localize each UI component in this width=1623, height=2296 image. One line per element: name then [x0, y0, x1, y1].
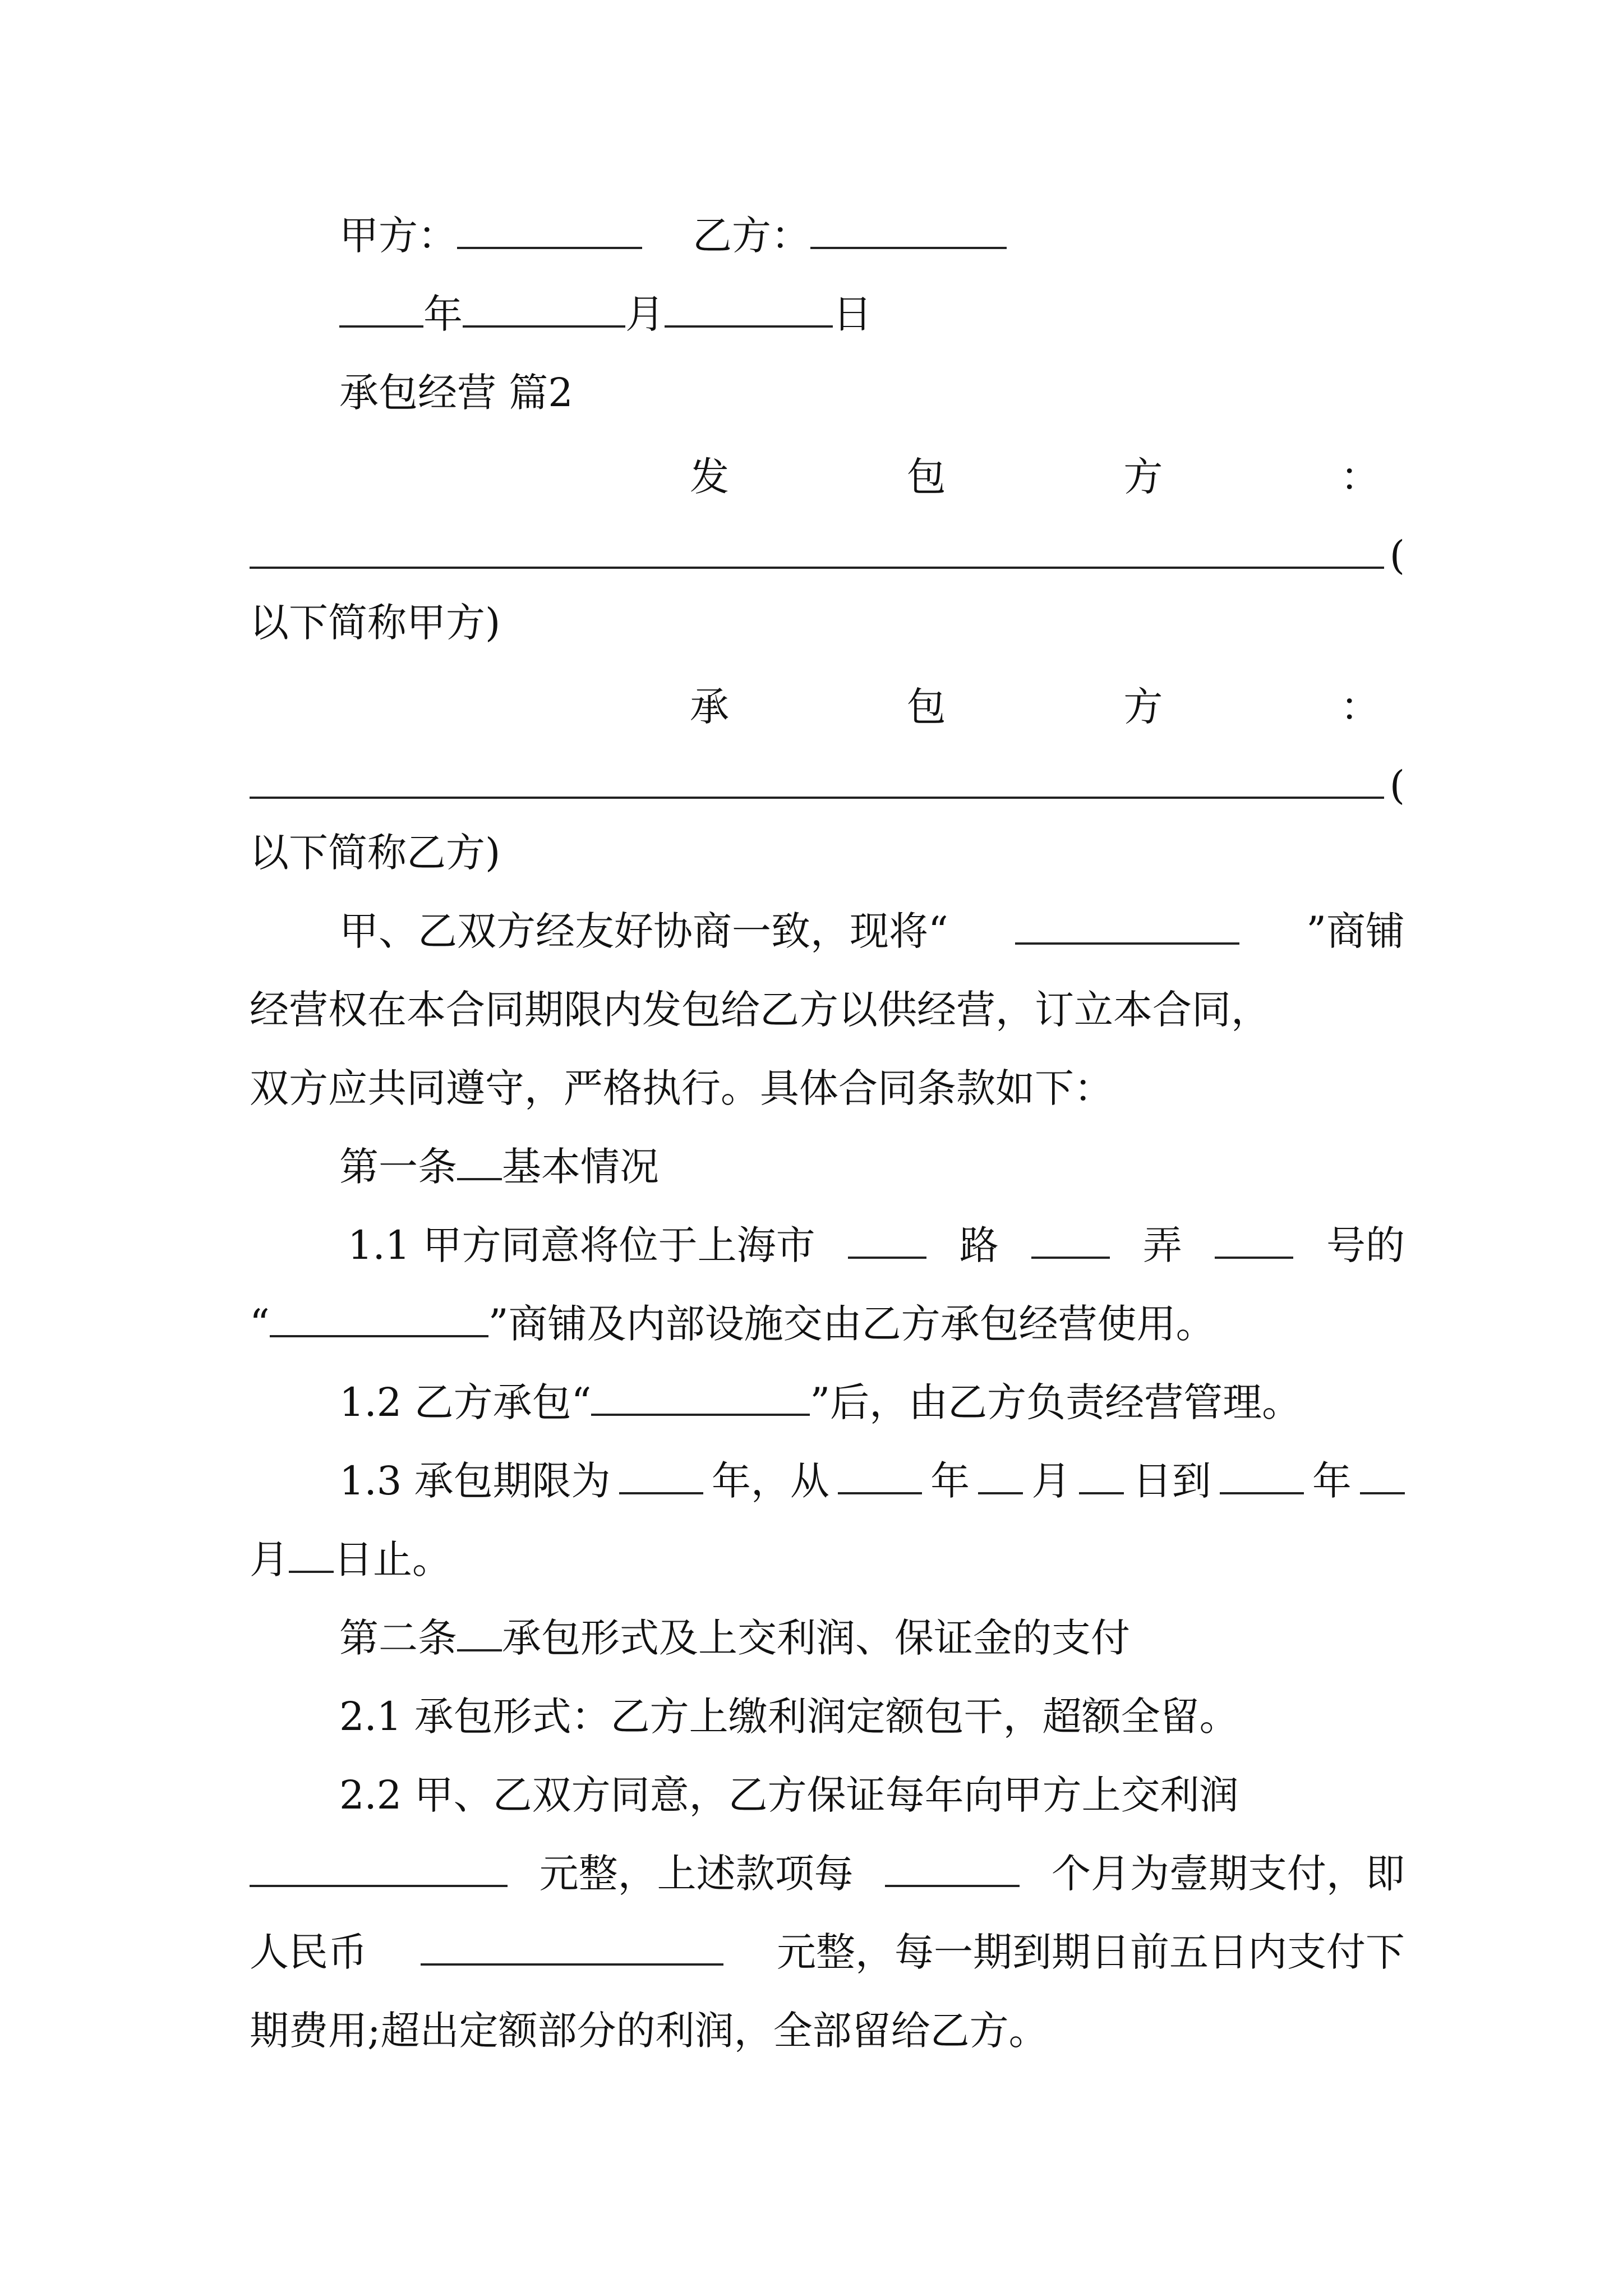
employer-char: 发	[690, 454, 729, 500]
employer-note: 以下简称甲方)	[250, 600, 501, 646]
party-a-label: 甲方：	[339, 213, 457, 259]
contractor-note: 以下简称乙方)	[250, 830, 501, 876]
employer-paren: (	[1389, 532, 1405, 578]
clause-1-3-line-1	[339, 1453, 1405, 1509]
employer-label	[690, 449, 1380, 505]
section-title: 承包经营 篇2	[339, 370, 573, 416]
clause-text: 日止。	[334, 1536, 451, 1582]
clause-text: 日到	[1132, 1458, 1211, 1504]
clause-text: 路	[959, 1222, 999, 1268]
intro-line-1	[339, 903, 1405, 959]
clause-text: 人民币	[250, 1929, 367, 1975]
period-months-blank	[885, 1852, 1020, 1887]
end-year-blank	[1220, 1460, 1304, 1494]
contractor-char: ：	[1340, 684, 1380, 730]
clause-text: 月	[250, 1536, 289, 1582]
clause-text: 年	[930, 1458, 970, 1504]
contractor-name-line	[250, 757, 1405, 813]
intro-line-3: 双方应共同遵守，严格执行。具体合同条款如下：	[250, 1065, 1113, 1111]
employer-name-line	[250, 527, 1405, 583]
month-label: 月	[625, 291, 665, 337]
clause-text: 个月为壹期支付，即	[1051, 1851, 1405, 1897]
intro-text: ”商铺	[1306, 908, 1405, 954]
clause-2-2-line-1: 2.2 甲、乙双方同意，乙方保证每年向甲方上交利润	[339, 1772, 1239, 1818]
party-b-blank	[810, 214, 1007, 249]
employer-char: 包	[906, 454, 946, 500]
shop-name-blank	[270, 1303, 488, 1337]
road-blank	[848, 1224, 926, 1259]
annual-profit-blank	[250, 1852, 508, 1887]
party-b-label: 乙方：	[693, 213, 810, 259]
clause-text: 号的	[1326, 1222, 1405, 1268]
lane-blank	[1031, 1224, 1110, 1259]
employer-char: 方	[1123, 454, 1163, 500]
contractor-char: 承	[690, 684, 729, 730]
employer-char: ：	[1340, 454, 1380, 500]
clause-2-2-line-2	[250, 1846, 1405, 1902]
clause-text: 年，从	[711, 1458, 829, 1504]
clause-1-3-line-2	[250, 1531, 1405, 1588]
clause-text: 弄	[1142, 1222, 1182, 1268]
employer-name-blank	[250, 534, 1384, 569]
installment-amount-blank	[421, 1931, 723, 1966]
clause-2-2-line-4: 期费用;超出定额部分的利润，全部留给乙方。	[250, 2008, 1048, 2054]
year-blank	[339, 293, 423, 328]
end-month-blank	[1360, 1460, 1405, 1494]
contractor-char: 方	[1123, 684, 1163, 730]
clause-text: 元整，每一期到期日前五日内支付下	[777, 1929, 1405, 1975]
article-number: 第一条	[339, 1144, 457, 1190]
start-day-blank	[1079, 1460, 1124, 1494]
clause-text: ”后，由乙方负责经营管理。	[810, 1379, 1302, 1425]
clause-1-1-line-1	[348, 1217, 1405, 1273]
intro-text: 甲、乙双方经友好协商一致，现将“	[339, 908, 948, 954]
clause-text: 年	[1312, 1458, 1352, 1504]
clause-text: 1.2 乙方承包“	[339, 1379, 592, 1425]
clause-2-1: 2.1 承包形式：乙方上缴利润定额包干，超额全留。	[339, 1694, 1239, 1740]
year-label: 年	[423, 291, 463, 337]
shop-name-blank	[591, 1381, 810, 1416]
title-gap	[457, 1617, 502, 1651]
shop-name-blank	[1015, 910, 1239, 945]
clause-2-2-line-3	[250, 1924, 1405, 1980]
article-number: 第二条	[339, 1615, 457, 1661]
start-year-blank	[838, 1460, 922, 1494]
title-gap	[457, 1145, 502, 1180]
article-2-title	[339, 1610, 1405, 1666]
contractor-char: 包	[906, 684, 946, 730]
clause-text: “	[250, 1301, 270, 1347]
clause-text: 1.1 甲方同意将位于上海市	[348, 1222, 815, 1268]
intro-line-2: 经营权在本合同期限内发包给乙方以供经营，订立本合同，	[250, 987, 1270, 1033]
signature-date-line	[339, 286, 1405, 342]
clause-1-1-line-2	[250, 1296, 1405, 1352]
contractor-label	[690, 679, 1380, 735]
party-a-blank	[457, 214, 642, 249]
clause-text: 元整，上述款项每	[539, 1851, 854, 1897]
clause-text: 月	[1031, 1458, 1071, 1504]
month-blank	[463, 293, 625, 328]
end-day-blank	[289, 1538, 334, 1573]
number-blank	[1215, 1224, 1293, 1259]
contractor-paren: (	[1389, 762, 1405, 808]
contractor-name-blank	[250, 764, 1384, 799]
term-years-blank	[619, 1460, 703, 1494]
signature-parties-line	[339, 208, 1405, 264]
day-blank	[665, 293, 833, 328]
article-heading: 承包形式及上交利润、保证金的支付	[502, 1615, 1130, 1661]
day-label: 日	[833, 291, 872, 337]
clause-text: 1.3 承包期限为	[339, 1458, 611, 1504]
clause-1-2	[339, 1374, 1405, 1430]
article-1-title	[339, 1139, 1405, 1195]
article-heading: 基本情况	[502, 1144, 659, 1190]
start-month-blank	[978, 1460, 1023, 1494]
clause-text: ”商铺及内部设施交由乙方承包经营使用。	[488, 1301, 1215, 1347]
